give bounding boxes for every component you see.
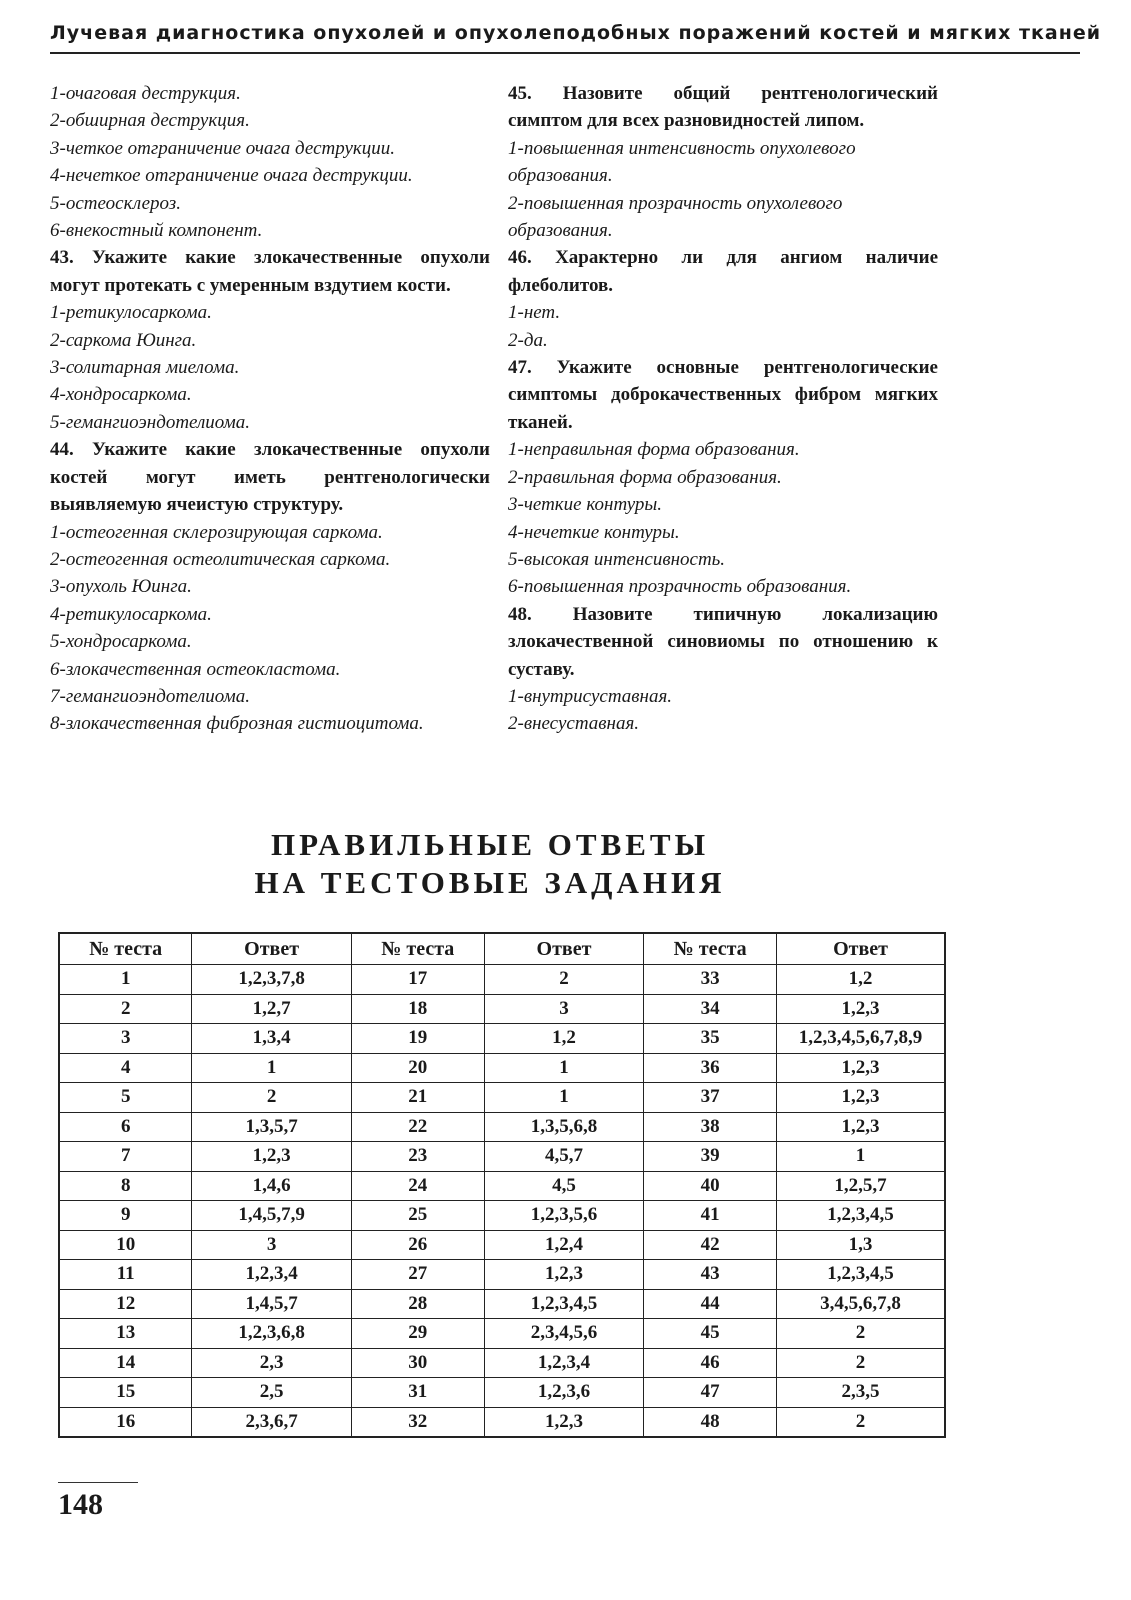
answer-cell: 2	[484, 965, 643, 995]
answer-cell: 4,5	[484, 1171, 643, 1201]
test-number-cell: 14	[59, 1348, 192, 1378]
test-number-cell: 30	[351, 1348, 484, 1378]
answers-title-line-2: НА ТЕСТОВЫЕ ЗАДАНИЯ	[254, 865, 726, 900]
answer-cell: 1,2,3	[777, 1083, 945, 1113]
answer-option: 3-опухоль Юинга.	[50, 576, 192, 598]
answer-cell: 1,2,3	[192, 1142, 351, 1172]
test-number-cell: 34	[644, 994, 777, 1024]
answer-option: 2-да.	[508, 329, 548, 351]
answer-cell: 4,5,7	[484, 1142, 643, 1172]
header-answer: Ответ	[484, 933, 643, 965]
answer-cell: 1,2,5,7	[777, 1171, 945, 1201]
answer-cell: 1,4,6	[192, 1171, 351, 1201]
question-text: 44. Укажите какие злокачественные опухоли костей могут иметь рентгенологически выявляемую ячеистую структуру.	[50, 439, 490, 516]
test-number-cell: 36	[644, 1053, 777, 1083]
table-row	[59, 1348, 945, 1378]
answer-cell: 1	[484, 1053, 643, 1083]
answer-cell: 1,2,3,4,5	[484, 1289, 643, 1319]
answer-option: 3-четкое отграничение очага деструкции.	[50, 137, 396, 159]
answer-cell: 2,3,4,5,6	[484, 1319, 643, 1349]
answers-title	[200, 826, 780, 902]
answer-option: 5-высокая интенсивность.	[508, 548, 726, 570]
table-row	[59, 1142, 945, 1172]
test-number-cell: 22	[351, 1112, 484, 1142]
answer-option: 3-четкие контуры.	[508, 494, 663, 516]
answer-cell: 3	[192, 1230, 351, 1260]
answer-cell: 2,3,6,7	[192, 1407, 351, 1437]
answer-cell: 2	[777, 1348, 945, 1378]
answer-cell: 1,2,3,4,5	[777, 1201, 945, 1231]
header-test-number: № теста	[59, 933, 192, 965]
test-number-cell: 24	[351, 1171, 484, 1201]
table-row	[59, 1407, 945, 1437]
answer-cell: 1,2,3,5,6	[484, 1201, 643, 1231]
answer-cell: 2,3,5	[777, 1378, 945, 1408]
answer-cell: 1	[192, 1053, 351, 1083]
test-number-cell: 11	[59, 1260, 192, 1290]
answer-cell: 1	[777, 1142, 945, 1172]
test-number-cell: 19	[351, 1024, 484, 1054]
answer-cell: 1,2,3,4,5	[777, 1260, 945, 1290]
answer-option: 5-хондросаркома.	[50, 631, 192, 653]
test-number-cell: 9	[59, 1201, 192, 1231]
answer-cell: 1,4,5,7	[192, 1289, 351, 1319]
answer-option: 2-саркома Юинга.	[50, 329, 197, 351]
page-number: 148	[58, 1488, 103, 1521]
answer-cell: 1,3,5,6,8	[484, 1112, 643, 1142]
answer-option: 1-повышенная интенсивность опухолевого образования.	[508, 137, 856, 187]
footer-rule	[58, 1482, 138, 1483]
answer-cell: 1,2,3	[777, 1112, 945, 1142]
table-row	[59, 1024, 945, 1054]
answer-cell: 1,2,3,4	[192, 1260, 351, 1290]
answer-cell: 1,2,3,4	[484, 1348, 643, 1378]
answer-cell: 1,3,4	[192, 1024, 351, 1054]
table-header-row	[59, 933, 945, 965]
test-number-cell: 4	[59, 1053, 192, 1083]
answer-cell: 1,2,3	[484, 1407, 643, 1437]
test-number-cell: 20	[351, 1053, 484, 1083]
answer-option: 2-правильная форма образования.	[508, 466, 782, 488]
answer-cell: 2	[777, 1407, 945, 1437]
answer-option: 3-солитарная миелома.	[50, 357, 240, 379]
test-number-cell: 5	[59, 1083, 192, 1113]
answers-table	[58, 932, 946, 1438]
test-number-cell: 33	[644, 965, 777, 995]
answer-option: 2-обширная деструкция.	[50, 110, 250, 132]
answer-cell: 1,2,3	[777, 994, 945, 1024]
test-number-cell: 25	[351, 1201, 484, 1231]
test-number-cell: 28	[351, 1289, 484, 1319]
header-answer: Ответ	[192, 933, 351, 965]
answer-cell: 1,2,3,4,5,6,7,8,9	[777, 1024, 945, 1054]
answer-cell: 1	[484, 1083, 643, 1113]
question-text: 45. Назовите общий рентгенологический симптом для всех разновидностей липом.	[508, 83, 938, 132]
test-number-cell: 43	[644, 1260, 777, 1290]
test-number-cell: 21	[351, 1083, 484, 1113]
table-row	[59, 965, 945, 995]
answer-cell: 1,3,5,7	[192, 1112, 351, 1142]
answer-cell: 1,2	[484, 1024, 643, 1054]
answer-cell: 1,2,3	[484, 1260, 643, 1290]
test-number-cell: 7	[59, 1142, 192, 1172]
question-text: 48. Назовите типичную локализацию злокачественной синовиомы по отношению к суставу.	[508, 603, 938, 680]
test-number-cell: 35	[644, 1024, 777, 1054]
answer-option: 6-повышенная прозрачность образования.	[508, 576, 852, 598]
question-text: 43. Укажите какие злокачественные опухоли могут протекать с умеренным вздутием кости.	[50, 247, 490, 296]
test-number-cell: 45	[644, 1319, 777, 1349]
answer-option: 2-внесуставная.	[508, 713, 640, 735]
answer-option: 5-остеосклероз.	[50, 192, 181, 214]
test-number-cell: 2	[59, 994, 192, 1024]
test-number-cell: 27	[351, 1260, 484, 1290]
answer-cell: 2	[777, 1319, 945, 1349]
answer-option: 1-остеогенная склерозирующая саркома.	[50, 521, 383, 543]
answer-option: 6-злокачественная остеокластома.	[50, 658, 341, 680]
test-number-cell: 44	[644, 1289, 777, 1319]
answers-title-line-1: ПРАВИЛЬНЫЕ ОТВЕТЫ	[270, 827, 710, 862]
answer-cell: 1,2,4	[484, 1230, 643, 1260]
answer-option: 1-ретикулосаркома.	[50, 302, 212, 324]
answer-cell: 3	[484, 994, 643, 1024]
table-row	[59, 1260, 945, 1290]
answer-option: 1-неправильная форма образования.	[508, 439, 800, 461]
running-head: Лучевая диагностика опухолей и опухолеподобных поражений костей и мягких тканей	[50, 22, 1102, 44]
test-number-cell: 29	[351, 1319, 484, 1349]
test-number-cell: 41	[644, 1201, 777, 1231]
table-row	[59, 1378, 945, 1408]
test-number-cell: 40	[644, 1171, 777, 1201]
table-row	[59, 1083, 945, 1113]
test-number-cell: 16	[59, 1407, 192, 1437]
answer-cell: 3,4,5,6,7,8	[777, 1289, 945, 1319]
test-number-cell: 18	[351, 994, 484, 1024]
answer-option: 4-нечеткие контуры.	[508, 521, 680, 543]
answer-cell: 2	[192, 1083, 351, 1113]
test-number-cell: 32	[351, 1407, 484, 1437]
test-number-cell: 10	[59, 1230, 192, 1260]
answer-option: 2-повышенная прозрачность опухолевого образования.	[508, 192, 843, 242]
table-row	[59, 994, 945, 1024]
answer-cell: 1,3	[777, 1230, 945, 1260]
answer-option: 1-внутрисуставная.	[508, 685, 673, 707]
table-row	[59, 1112, 945, 1142]
answer-cell: 1,2,3,7,8	[192, 965, 351, 995]
table-row	[59, 1201, 945, 1231]
answer-cell: 1,2,3,6	[484, 1378, 643, 1408]
table-row	[59, 1289, 945, 1319]
test-number-cell: 38	[644, 1112, 777, 1142]
test-number-cell: 12	[59, 1289, 192, 1319]
table-row	[59, 1171, 945, 1201]
answer-cell: 2,3	[192, 1348, 351, 1378]
test-number-cell: 17	[351, 965, 484, 995]
answer-option: 5-гемангиоэндотелиома.	[50, 411, 250, 433]
test-number-cell: 46	[644, 1348, 777, 1378]
header-answer: Ответ	[777, 933, 945, 965]
header-rule	[50, 52, 1080, 54]
question-text: 46. Характерно ли для ангиом наличие флеболитов.	[508, 247, 938, 296]
answer-option: 1-нет.	[508, 302, 561, 324]
test-number-cell: 47	[644, 1378, 777, 1408]
answer-option: 8-злокачественная фиброзная гистиоцитома.	[50, 713, 424, 735]
answer-option: 4-нечеткое отграничение очага деструкции.	[50, 165, 413, 187]
test-number-cell: 42	[644, 1230, 777, 1260]
table-row	[59, 1230, 945, 1260]
test-number-cell: 13	[59, 1319, 192, 1349]
table-row	[59, 1053, 945, 1083]
right-column	[508, 80, 938, 738]
answer-option: 6-внекостный компонент.	[50, 220, 263, 242]
answer-option: 4-ретикулосаркома.	[50, 603, 212, 625]
test-number-cell: 26	[351, 1230, 484, 1260]
test-number-cell: 31	[351, 1378, 484, 1408]
test-number-cell: 6	[59, 1112, 192, 1142]
answer-option: 2-остеогенная остеолитическая саркома.	[50, 548, 391, 570]
test-number-cell: 1	[59, 965, 192, 995]
answer-cell: 2,5	[192, 1378, 351, 1408]
test-number-cell: 15	[59, 1378, 192, 1408]
test-number-cell: 8	[59, 1171, 192, 1201]
table-body	[59, 965, 945, 1438]
answer-cell: 1,2,3	[777, 1053, 945, 1083]
answer-cell: 1,2,7	[192, 994, 351, 1024]
answer-cell: 1,2	[777, 965, 945, 995]
table-row	[59, 1319, 945, 1349]
answer-option: 1-очаговая деструкция.	[50, 83, 241, 104]
left-column	[50, 80, 490, 738]
test-number-cell: 48	[644, 1407, 777, 1437]
test-number-cell: 23	[351, 1142, 484, 1172]
answer-option: 4-хондросаркома.	[50, 384, 192, 406]
header-test-number: № теста	[351, 933, 484, 965]
answer-cell: 1,2,3,6,8	[192, 1319, 351, 1349]
answer-cell: 1,4,5,7,9	[192, 1201, 351, 1231]
test-number-cell: 37	[644, 1083, 777, 1113]
answer-option: 7-гемангиоэндотелиома.	[50, 685, 250, 707]
test-number-cell: 39	[644, 1142, 777, 1172]
test-number-cell: 3	[59, 1024, 192, 1054]
question-text: 47. Укажите основные рентгенологические симптомы доброкачественных фибром мягких тканей.	[508, 357, 938, 433]
header-test-number: № теста	[644, 933, 777, 965]
